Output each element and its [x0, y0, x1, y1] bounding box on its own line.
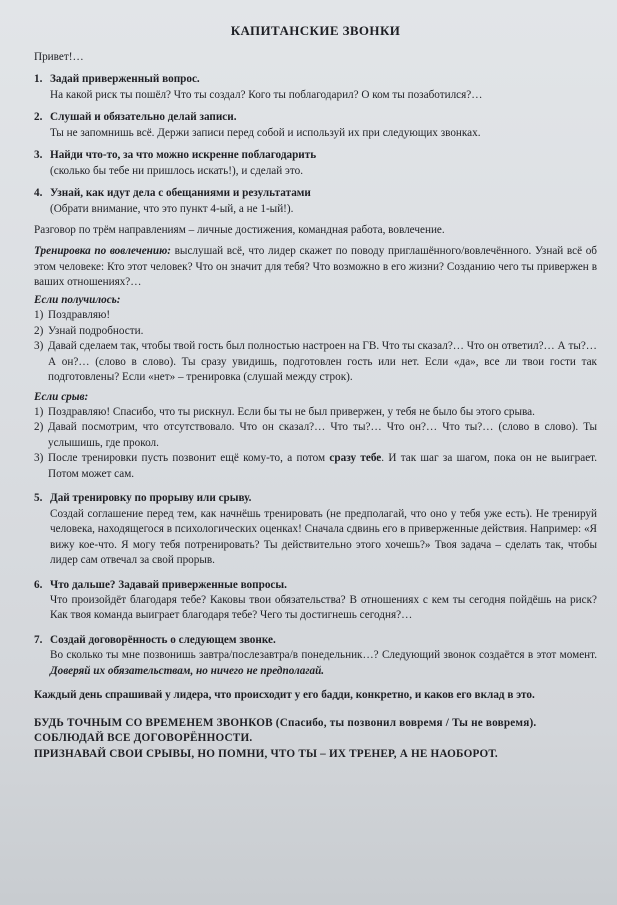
list-item-text: Поздравляю! Спасибо, что ты рискнул. Если бы ты не был привержен, у тебя не было бы этого срыва.: [48, 406, 535, 418]
list-item: [34, 405, 597, 420]
step-heading: Создай договорённость о следующем звонке.: [50, 633, 276, 646]
step-body: [50, 648, 597, 679]
list-item: [34, 420, 597, 451]
list-item: [34, 308, 597, 323]
list-item-text: Узнай подробности.: [48, 324, 144, 337]
step-body-emphasis: Доверяй их обязательствам, но ничего не предполагай.: [50, 664, 325, 677]
top-steps: [34, 72, 597, 217]
list-item-number: 3): [34, 340, 44, 353]
step-7: [34, 633, 597, 679]
success-list: [34, 308, 597, 385]
list-item: [34, 339, 597, 385]
step-number: 5.: [34, 492, 43, 505]
step-heading: Что дальше? Задавай приверженные вопросы.: [50, 578, 287, 591]
failure-list: [34, 405, 597, 482]
list-item-text: Давай посмотрим, что отсутствовало. Что он сказал?… Что ты?… Что он?… Что ты?… (слово в слово). Ты услышишь, где прокол.: [48, 421, 597, 449]
list-item-number: 2): [34, 421, 44, 434]
emphasis-text: сразу тебе: [329, 452, 382, 465]
directions-text: Разговор по трём направлениям – личные достижения, командная работа, вовлечение.: [34, 224, 445, 237]
list-item-text: [48, 451, 597, 482]
list-item-number: 2): [34, 324, 44, 337]
list-item: [34, 451, 597, 482]
step-body: (Обрати внимание, что это пункт 4-ый, а не 1-ый!).: [50, 202, 294, 215]
step-heading: Узнай, как идут дела с обещаниями и результатами: [50, 187, 311, 200]
step-6: [34, 578, 597, 624]
greeting: Привет!…: [34, 50, 84, 63]
list-item-text-b: . И так шаг за шагом, пока он не выиграет. Потом может сам.: [48, 452, 597, 480]
step-heading: Дай тренировку по прорыву или срыву.: [50, 492, 252, 505]
step-heading: Слушай и обязательно делай записи.: [50, 111, 237, 124]
step-5: [34, 491, 597, 568]
step-body: Создай соглашение перед тем, как начнёшь тренировать (не предполагай, что оно у тебя уже есть). Не тренируй человека, находящегося в психологических оценках! Сначала сдвинь его в приверженные действия. Например: «Я вижу кое-что. Я могу тебя потренировать? Ты действительно этого хочешь?» Твоя задача – сделать так, чтобы лидер сам отвечал за свой прорыв.: [50, 507, 597, 567]
step-number: 6.: [34, 578, 43, 591]
step-body: На какой риск ты пошёл? Что ты создал? Кого ты поблагодарил? О ком ты позаботился?…: [50, 88, 483, 101]
step-4: [34, 186, 597, 217]
step-1: [34, 72, 597, 103]
list-item-number: 1): [34, 309, 44, 322]
list-item-number: 1): [34, 406, 44, 418]
failure-label: Если срыв:: [34, 390, 89, 403]
daily-note: Каждый день спрашивай у лидера, что происходит у его бадди, конкретно, и каков его вклад в это.: [34, 689, 535, 702]
step-body-text: Во сколько ты мне позвонишь завтра/послезавтра/в понедельник…? Следующий звонок создаётся в этот момент.: [50, 649, 597, 662]
list-item-text-a: После тренировки пусть позвонит ещё кому-то, а потом: [48, 452, 330, 465]
list-item-text: Давай сделаем так, чтобы твой гость был полностью настроен на ГВ. Что ты сказал?… Что он ответил?… А ты?… А он?… (слово в слово). Ты сразу увидишь, подготовлен гость или нет. Если «да», все ли твои гости так подготовлены? Если «нет» – тренировка (слушай между строк).: [48, 340, 597, 384]
step-body: (сколько бы тебе ни пришлось искать!), и сделай это.: [50, 164, 303, 177]
step-2: [34, 110, 597, 141]
closing-line-3: ПРИЗНАВАЙ СВОИ СРЫВЫ, НО ПОМНИ, ЧТО ТЫ – ИХ ТРЕНЕР, А НЕ НАОБОРОТ.: [34, 747, 498, 760]
step-number: 1.: [34, 73, 43, 86]
closing-line-2: СОБЛЮДАЙ ВСЕ ДОГОВОРЁННОСТИ.: [34, 732, 253, 745]
step-body: Ты не запомнишь всё. Держи записи перед собой и используй их при следующих звонках.: [50, 126, 481, 139]
step-number: 4.: [34, 187, 43, 200]
step-number: 2.: [34, 111, 43, 124]
step-number: 7.: [34, 633, 43, 646]
training-paragraph: [34, 244, 597, 290]
list-item-number: 3): [34, 452, 44, 465]
training-text: выслушай всё, что лидер скажет по поводу приглашённого/вовлечённого. Узнай всё об этом человеке: Кто этот человек? Что он значит для тебя? Что возможно в его жизни? Созданию чего ты привержен в ваших отношениях?…: [34, 245, 597, 289]
step-heading: Найди что-то, за что можно искренне поблагодарить: [50, 149, 317, 162]
step-body: Что произойдёт благодаря тебе? Каковы твои обязательства? В отношениях с кем ты сегодня пойдёшь на риск? Как твоя команда выиграет благодаря тебе? Чего ты достигнешь сегодня?…: [50, 593, 597, 622]
list-item: [34, 324, 597, 339]
closing-line-1: БУДЬ ТОЧНЫМ СО ВРЕМЕНЕМ ЗВОНКОВ (Спасибо, ты позвонил вовремя / Ты не вовремя).: [34, 716, 537, 729]
training-lead: Тренировка по вовлечению:: [34, 245, 171, 258]
step-3: [34, 148, 597, 179]
closing-block: [34, 716, 597, 762]
step-heading: Задай приверженный вопрос.: [50, 73, 200, 86]
page-title: КАПИТАНСКИЕ ЗВОНКИ: [230, 23, 401, 38]
success-label: Если получилось:: [34, 293, 121, 306]
list-item-text: Поздравляю!: [48, 309, 111, 322]
step-number: 3.: [34, 149, 43, 162]
